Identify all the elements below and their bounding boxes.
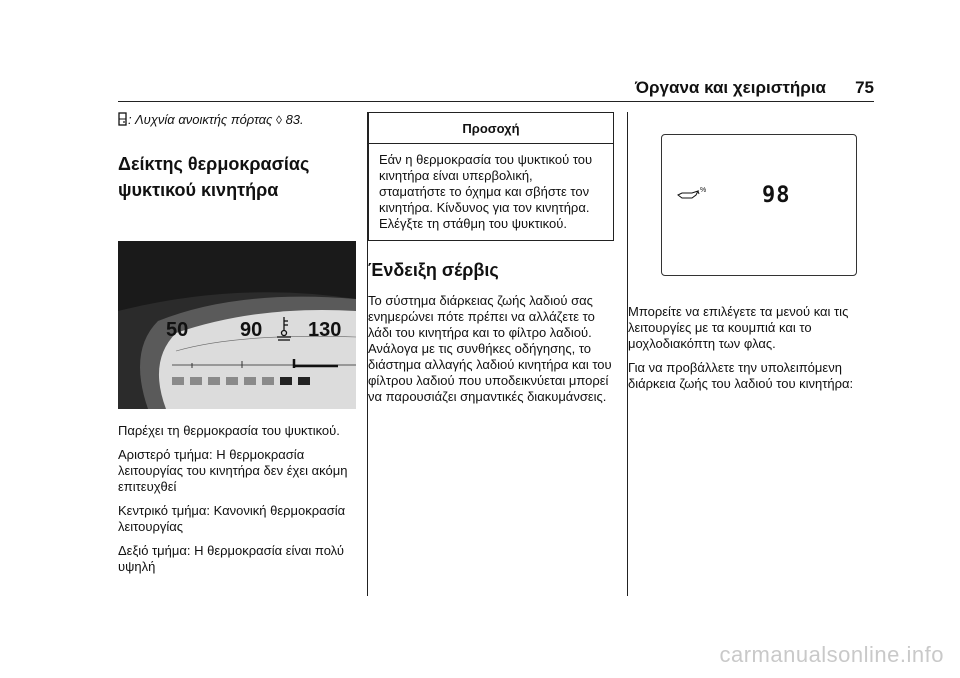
page-number: 75 xyxy=(855,78,874,97)
ref-suffix: . xyxy=(300,112,304,127)
paragraph: Μπορείτε να επιλέγετε τα μενού και τις λειτουργίες με τα κουμπιά και το μοχλοδιακόπτη των φλας. xyxy=(628,304,849,351)
page-ref-icon: ◊ xyxy=(276,113,282,127)
watermark: carmanualsonline.info xyxy=(719,642,944,667)
page-header xyxy=(118,78,874,100)
gauge-label-50: 50 xyxy=(166,319,189,341)
ref-text: : Λυχνία ανοικτής πόρτας xyxy=(128,112,273,127)
column-3 xyxy=(628,112,876,400)
caution-box xyxy=(368,112,614,241)
caution-title: Προσοχή xyxy=(369,113,613,144)
chapter-title: Όργανα και χειριστήρια xyxy=(635,78,826,97)
gauge-label-130: 130 xyxy=(308,319,342,341)
paragraph: Παρέχει τη θερμοκρασία του ψυκτικού. xyxy=(118,423,340,438)
ref-page-link[interactable]: 83 xyxy=(285,112,301,127)
coolant-gauge-image xyxy=(118,241,356,409)
paragraph: Κεντρικό τμήμα: Κανονική θερμοκρασία λειτουργίας xyxy=(118,503,346,534)
oil-life-display-image xyxy=(661,134,857,276)
caution-body: Εάν η θερμοκρασία του ψυκτικού του κινητήρα είναι υπερβολική, σταματήστε το όχημα και σβήστε τον κινητήρα. Κίνδυνος για τον κινητήρα. Ελέγξτε τη στάθμη του ψυκτικού. xyxy=(379,152,593,231)
display-unit: % xyxy=(700,187,707,194)
gauge-label-90: 90 xyxy=(240,319,263,341)
door-open-icon xyxy=(118,112,128,129)
oil-life-value: 98 xyxy=(762,183,791,208)
oil-can-icon xyxy=(676,187,700,205)
paragraph: Για να προβάλλετε την υπολειπόμενη διάρκεια ζωής του λαδιού του κινητήρα: xyxy=(628,360,854,391)
paragraph: Δεξιό τμήμα: Η θερμοκρασία είναι πολύ υψηλή xyxy=(118,543,344,574)
column-1 xyxy=(118,110,358,583)
column-2 xyxy=(368,112,616,413)
door-lamp-reference xyxy=(118,112,358,129)
paragraph: Το σύστημα διάρκειας ζωής λαδιού σας ενημερώνει πότε πρέπει να αλλάζετε το λάδι του κινητήρα και το φίλτρο λαδιού. Ανάλογα με τις συνθήκες οδήγησης, το διάστημα αλλαγής λαδιού κινητήρα και του φίλτρου λαδιού που υποδεικνύεται μπορεί να παρουσιάζει σημαντικές διακυμάνσεις. xyxy=(368,293,612,404)
section-heading-coolant: Δείκτης θερμοκρασίας ψυκτικού κινητήρα xyxy=(118,154,310,200)
header-rule xyxy=(118,101,874,102)
paragraph: Αριστερό τμήμα: Η θερμοκρασία λειτουργίας του κινητήρα δεν έχει ακόμη επιτευχθεί xyxy=(118,447,348,494)
section-heading-service: Ένδειξη σέρβις xyxy=(368,260,499,280)
